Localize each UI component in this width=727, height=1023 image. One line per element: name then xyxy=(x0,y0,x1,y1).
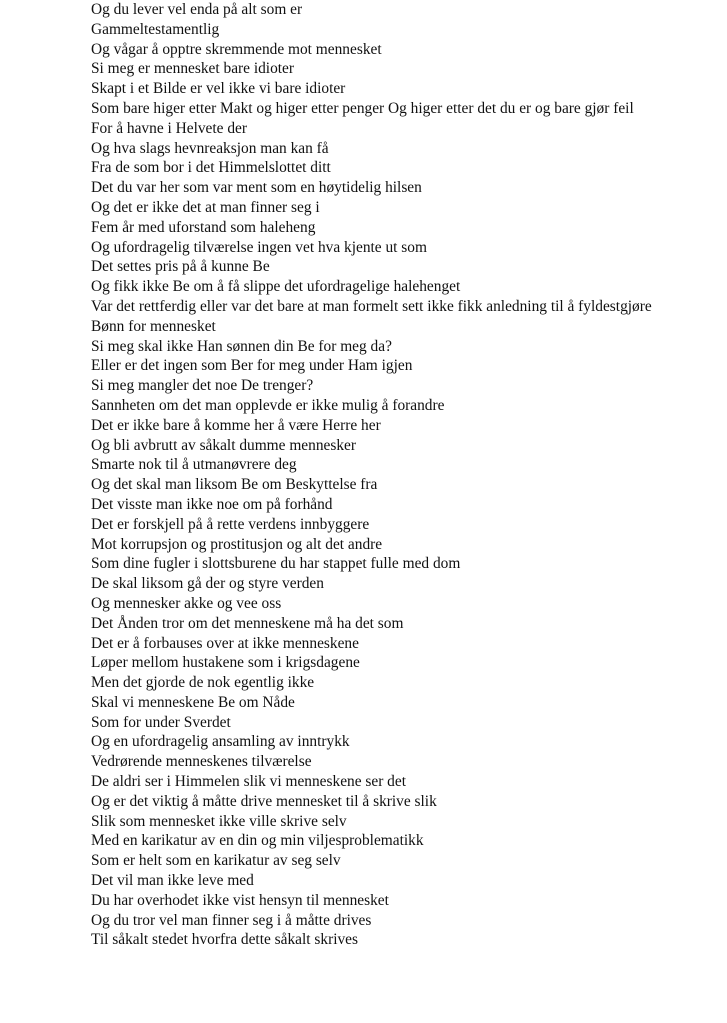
poem-line: Og bli avbrutt av såkalt dumme mennesker xyxy=(91,436,356,454)
poem-line: Det du var her som var ment som en høytidelig hilsen xyxy=(91,179,422,197)
poem-line: Og vågar å opptre skremmende mot mennesket xyxy=(91,40,382,58)
poem-line: Det settes pris på å kunne Be xyxy=(91,258,270,276)
poem-line: Som for under Sverdet xyxy=(91,713,231,731)
poem-line: Med en karikatur av en din og min viljesproblematikk xyxy=(91,832,424,850)
poem-line: Sannheten om det man opplevde er ikke mulig å forandre xyxy=(91,396,445,414)
poem-line: Og er det viktig å måtte drive mennesket til å skrive slik xyxy=(91,792,437,810)
poem-line: Til såkalt stedet hvorfra dette såkalt skrives xyxy=(91,931,358,949)
poem-line: Det er ikke bare å komme her å være Herre her xyxy=(91,416,381,434)
poem-line: Det visste man ikke noe om på forhånd xyxy=(91,495,333,513)
poem-line: Og en ufordragelig ansamling av inntrykk xyxy=(91,733,350,751)
poem-line: De aldri ser i Himmelen slik vi menneskene ser det xyxy=(91,773,406,791)
poem-line: Som dine fugler i slottsburene du har stappet fulle med dom xyxy=(91,555,461,573)
poem-line: Det Ånden tror om det menneskene må ha det som xyxy=(91,614,404,632)
poem-line: Fem år med uforstand som haleheng xyxy=(91,218,316,236)
poem-line: Si meg er mennesket bare idioter xyxy=(91,60,295,78)
poem-line: Bønn for mennesket xyxy=(91,317,216,335)
poem-line: Løper mellom hustakene som i krigsdagene xyxy=(91,654,360,672)
poem-line: Men det gjorde de nok egentlig ikke xyxy=(91,674,315,692)
poem-line: Og fikk ikke Be om å få slippe det ufordragelige halehenget xyxy=(91,278,461,296)
poem-line: Si meg mangler det noe De trenger? xyxy=(91,377,314,395)
poem-line: Smarte nok til å utmanøvrere deg xyxy=(91,456,297,474)
poem-line: Gammeltestamentlig xyxy=(91,20,220,38)
poem-line: Du har overhodet ikke vist hensyn til mennesket xyxy=(91,891,389,909)
poem-line: De skal liksom gå der og styre verden xyxy=(91,575,324,593)
poem-line: Vedrørende menneskenes tilværelse xyxy=(91,753,312,771)
poem-line: Og mennesker akke og vee oss xyxy=(91,594,282,612)
poem-line: Det vil man ikke leve med xyxy=(91,872,254,890)
poem-line: For å havne i Helvete der xyxy=(91,119,247,137)
poem-text xyxy=(91,0,721,950)
poem-line: Var det rettferdig eller var det bare at man formelt sett ikke fikk anledning til å fyldestgjøre xyxy=(91,297,652,315)
poem-line: Og det skal man liksom Be om Beskyttelse fra xyxy=(91,476,378,494)
poem-line: Og det er ikke det at man finner seg i xyxy=(91,198,320,216)
poem-line: Mot korrupsjon og prostitusjon og alt det andre xyxy=(91,535,383,553)
poem-line: Og du lever vel enda på alt som er xyxy=(91,1,303,18)
poem-line: Eller er det ingen som Ber for meg under Ham igjen xyxy=(91,357,413,375)
poem-line: Skapt i et Bilde er vel ikke vi bare idioter xyxy=(91,80,346,98)
poem-line: Slik som mennesket ikke ville skrive selv xyxy=(91,812,347,830)
poem-line: Og du tror vel man finner seg i å måtte drives xyxy=(91,911,372,929)
poem-line: Det er å forbauses over at ikke menneskene xyxy=(91,634,359,652)
poem-line: Det er forskjell på å rette verdens innbyggere xyxy=(91,515,370,533)
poem-line: Skal vi menneskene Be om Nåde xyxy=(91,693,295,711)
poem-line: Som er helt som en karikatur av seg selv xyxy=(91,852,341,870)
poem-line: Og hva slags hevnreaksjon man kan få xyxy=(91,139,329,157)
poem-line: Som bare higer etter Makt og higer etter penger Og higer etter det du er og bare gjør feil xyxy=(91,99,634,117)
poem-line: Si meg skal ikke Han sønnen din Be for meg da? xyxy=(91,337,392,355)
poem-line: Og ufordragelig tilværelse ingen vet hva kjente ut som xyxy=(91,238,427,256)
poem-line: Fra de som bor i det Himmelslottet ditt xyxy=(91,159,331,177)
